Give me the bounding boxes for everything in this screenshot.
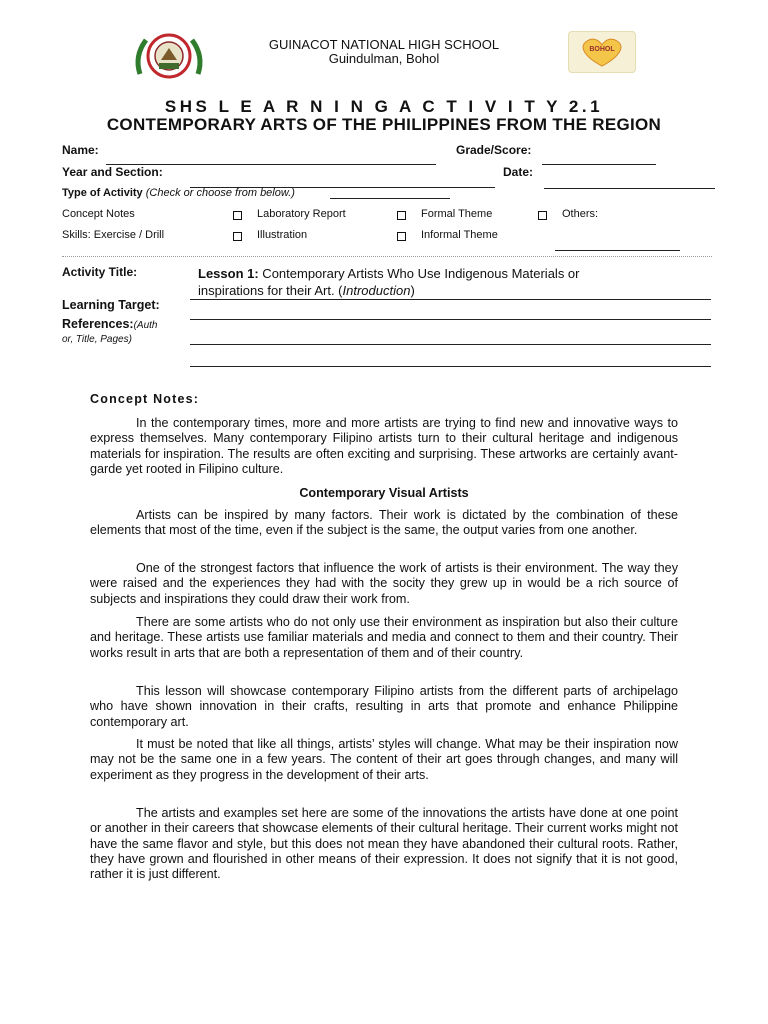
- option-informal-theme: Informal Theme: [421, 229, 498, 241]
- activity-title-label: Activity Title:: [62, 265, 138, 279]
- paragraph-1: In the contemporary times, more and more artists are trying to find new and innovative ways to express themselves. Many contemporary Filipino artists turn to their cultural heritage and indigenous materials for inspiration. The results are often exciting and surprising. These artworks are certainly avant-garde yet rooted in Filipino culture.: [90, 416, 678, 476]
- type-of-activity: [62, 187, 295, 199]
- lesson-close: ): [410, 283, 415, 298]
- year-section-label: Year and Section:: [62, 165, 163, 179]
- type-of-activity-label: Type of Activity: [62, 187, 143, 199]
- lesson-label: Lesson 1:: [198, 266, 259, 281]
- school-name: GUINACOT NATIONAL HIGH SCHOOL: [268, 37, 500, 52]
- type-of-activity-hint: (Check or choose from below.): [145, 187, 295, 199]
- paragraph-6: It must be noted that like all things, artists’ styles will change. What may be their inspiration now may not be the same one in a few years. The content of their art goes through changes, and many will experiment as they progress in the development of their arts.: [90, 737, 678, 782]
- references-hint-b: or, Title, Pages): [62, 334, 132, 345]
- lesson-intro: Introduction: [342, 283, 411, 298]
- option-illustration: Illustration: [257, 229, 308, 241]
- references-line-2[interactable]: [190, 366, 711, 367]
- references: [62, 318, 187, 346]
- paragraph-7: The artists and examples set here are some of the innovations the artists have done at one point or another in their careers that showcase elements of their cultural heritage. Their current works might not have the same flavor and style, but this does not mean they have abandoned their cultural roots. Rather, they have grown and flourished in other means of their expression. It does not signify that it is not good, rather it is just different.: [90, 806, 678, 882]
- illustration-checkbox[interactable]: [233, 232, 242, 241]
- school-location: Guindulman, Bohol: [328, 51, 440, 66]
- concept-notes-heading: Concept Notes:: [90, 392, 200, 406]
- name-label: Name:: [62, 143, 99, 157]
- grade-label: Grade/Score:: [456, 143, 532, 157]
- grade-field-line[interactable]: [542, 164, 656, 165]
- learning-target-line[interactable]: [190, 319, 711, 320]
- svg-text:BOHOL: BOHOL: [589, 46, 615, 53]
- option-skills-drill: Skills: Exercise / Drill: [62, 229, 165, 241]
- visual-artists-heading: Contemporary Visual Artists: [299, 486, 469, 500]
- others-field-line[interactable]: [555, 250, 680, 251]
- formal-theme-checkbox[interactable]: [397, 211, 406, 220]
- references-label: References:: [62, 317, 134, 331]
- others-checkbox[interactable]: [538, 211, 547, 220]
- lab-report-checkbox[interactable]: [233, 211, 242, 220]
- option-concept-notes: Concept Notes: [62, 208, 135, 220]
- references-hint-a: (Auth: [133, 320, 158, 331]
- type-of-activity-line[interactable]: [330, 198, 450, 199]
- activity-number-title: SHS L E A R N I N G A C T I V I T Y 2.1: [164, 97, 604, 116]
- option-lab-report: Laboratory Report: [257, 208, 346, 220]
- paragraph-5: This lesson will showcase contemporary Filipino artists from the different parts of archipelago who have shown innovation in their crafts, resulting in arts that promote and enhance Philippine contemporary art.: [90, 684, 678, 729]
- references-line-1[interactable]: [190, 344, 711, 345]
- paragraph-3: One of the strongest factors that influence the work of artists is their environment. The way they were raised and the experiences they had with the socity they grew up in would be a rich source of subjects and inspirations they could draw their work from.: [90, 561, 678, 606]
- date-label: Date:: [503, 165, 534, 179]
- page-title: CONTEMPORARY ARTS OF THE PHILIPPINES FROM THE REGION: [106, 115, 662, 134]
- paragraph-4: There are some artists who do not only use their environment as inspiration but also their culture and heritage. These artists use familiar materials and media and connect to them and their country. Their works result in arts that are both a representation of them and of their country.: [90, 615, 678, 660]
- lesson-title: [198, 265, 698, 299]
- date-field-line[interactable]: [544, 188, 715, 189]
- activity-title-line[interactable]: [190, 299, 711, 300]
- section-divider: [62, 256, 712, 257]
- option-others: Others:: [562, 208, 599, 220]
- informal-theme-checkbox[interactable]: [397, 232, 406, 241]
- learning-target-label: Learning Target:: [62, 298, 160, 312]
- paragraph-2: Artists can be inspired by many factors. Their work is dictated by the combination of these elements that most of the time, even if the subject is the same, the output varies from one another.: [90, 508, 678, 538]
- lesson-text-b: inspirations for their Art. (: [198, 283, 343, 298]
- option-formal-theme: Formal Theme: [421, 208, 493, 220]
- lesson-text-a: Contemporary Artists Who Use Indigenous Materials or: [258, 266, 580, 281]
